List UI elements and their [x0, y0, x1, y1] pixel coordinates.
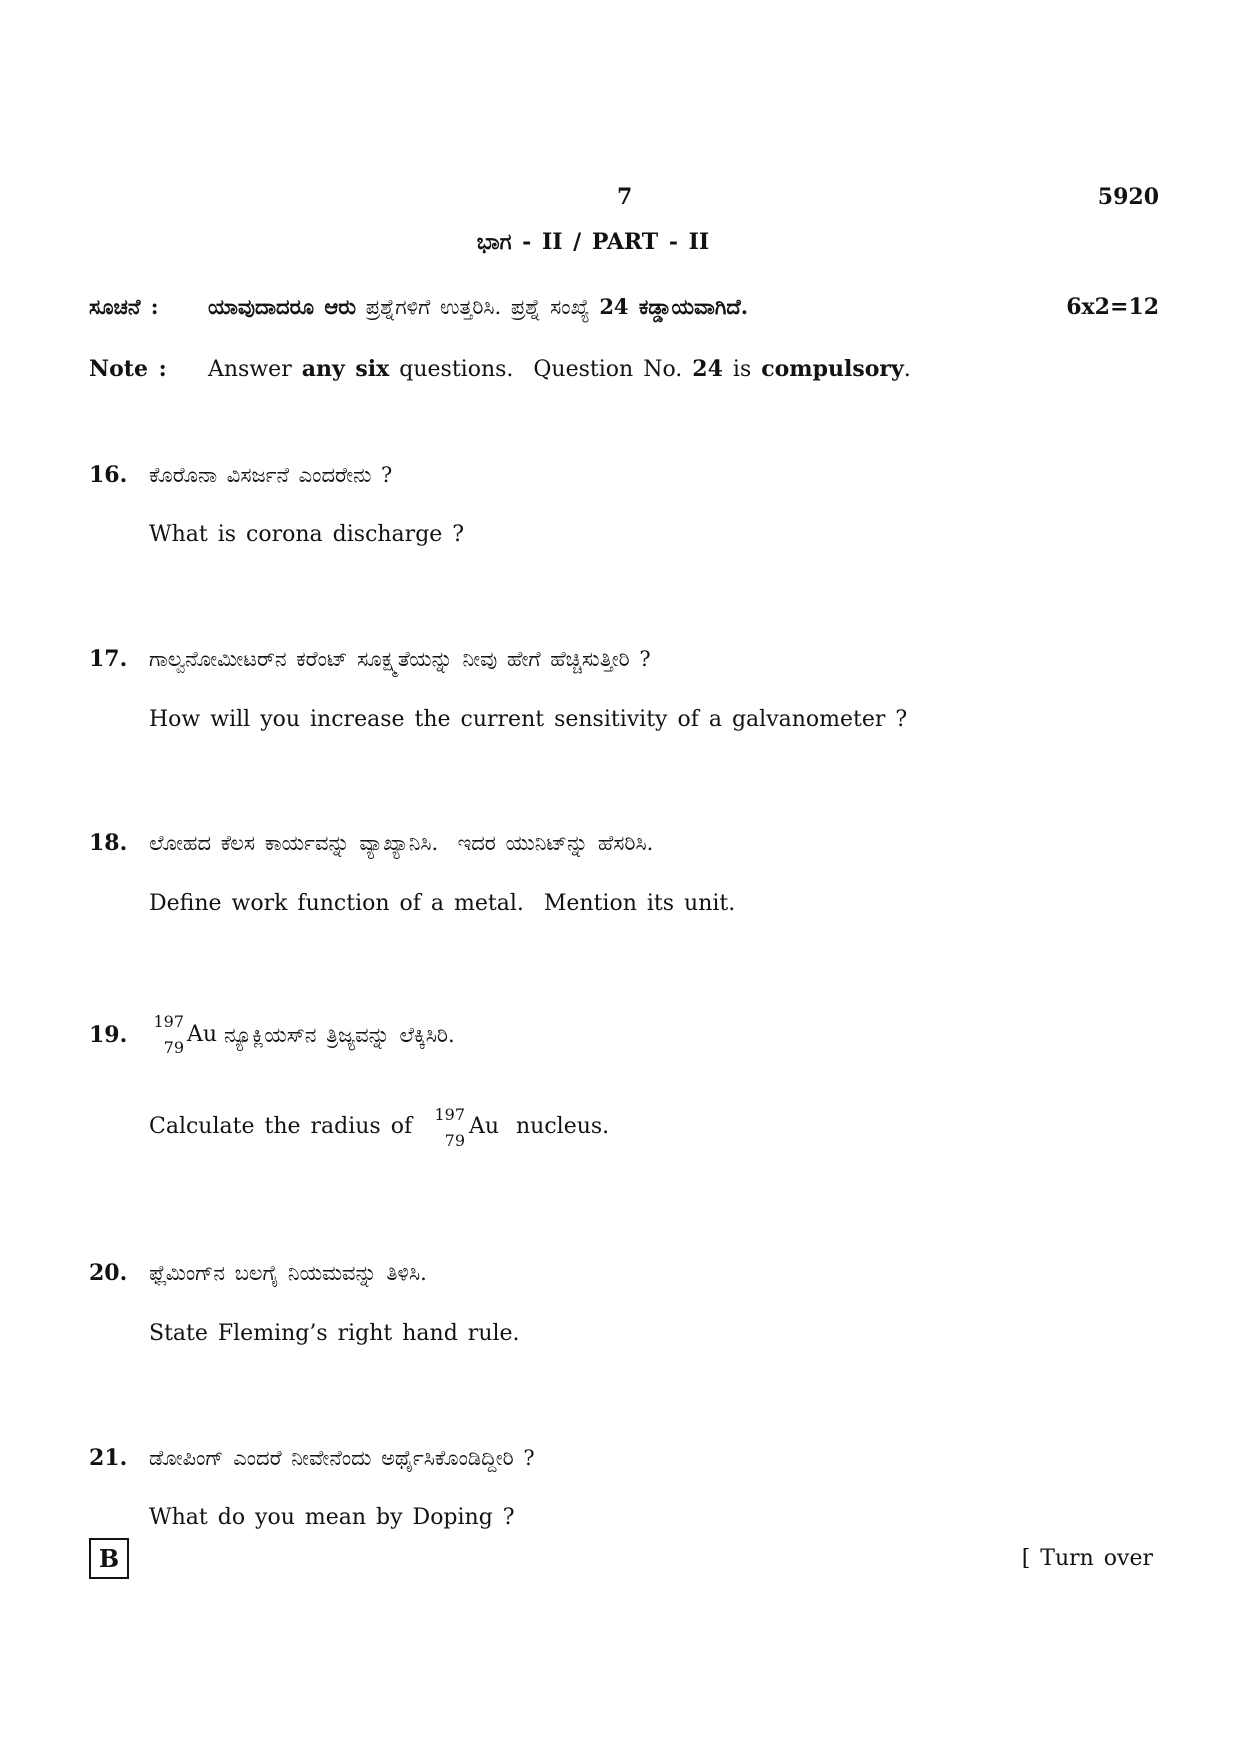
question-20-english: State Fleming’s right hand rule.	[149, 1321, 520, 1346]
question-16-number: 16.	[89, 462, 128, 488]
note-segment: .	[903, 357, 911, 382]
page-number: 7	[617, 184, 633, 210]
instruction-text-kannada	[208, 294, 748, 320]
question-20-kannada: ಫ್ಲೆಮಿಂಗ್‌ನ ಬಲಗೈ ನಿಯಮವನ್ನು ತಿಳಿಸಿ.	[149, 1261, 427, 1285]
instruction-label-kannada: ಸೂಚನೆ :	[89, 294, 159, 319]
note-segment: compulsory	[761, 356, 904, 382]
nuclide-mass-number: 197	[434, 1105, 465, 1124]
question-18-english: Define work function of a metal. Mention its unit.	[149, 891, 736, 916]
turn-over-note: [ Turn over	[1021, 1546, 1153, 1571]
question-21-english: What do you mean by Doping ?	[149, 1505, 515, 1530]
instruction-segment: 24 ಕಡ್ಡಾಯವಾಗಿದೆ.	[599, 294, 749, 319]
instruction-segment: ಪ್ರಶ್ನೆಗಳಿಗೆ ಉತ್ತರಿಸಿ. ಪ್ರಶ್ನೆ ಸಂಖ್ಯೆ	[356, 295, 600, 319]
note-segment: questions. Question No.	[389, 357, 693, 382]
question-18-number: 18.	[89, 830, 128, 856]
note-segment: is	[722, 357, 762, 382]
question-19-number: 19.	[89, 1022, 128, 1048]
nuclide-mass-number: 197	[153, 1012, 184, 1031]
question-19-english-lead: Calculate the radius of	[149, 1114, 413, 1139]
marks-allocation: 6x2=12	[1066, 294, 1159, 320]
question-19-english-tail: nucleus.	[516, 1114, 610, 1139]
instruction-segment: ಯಾವುದಾದರೂ ಆರು	[208, 294, 357, 319]
nuclide-atomic-number: 79	[444, 1131, 465, 1150]
nuclide-atomic-number: 79	[163, 1038, 184, 1057]
booklet-code: B	[98, 1543, 120, 1573]
question-17-number: 17.	[89, 646, 128, 672]
nuclide-element-symbol: Au	[469, 1114, 500, 1139]
question-20-number: 20.	[89, 1260, 128, 1286]
question-19-kannada: ನ್ಯೂಕ್ಲಿಯಸ್‌ನ ತ್ರಿಜ್ಯವನ್ನು ಲೆಕ್ಕಿಸಿರಿ.	[224, 1023, 455, 1047]
question-18-kannada: ಲೋಹದ ಕೆಲಸ ಕಾರ್ಯವನ್ನು ವ್ಯಾಖ್ಯಾನಿಸಿ. ಇದರ ಯುನಿಟ್‌ನ್ನು ಹೆಸರಿಸಿ.	[149, 831, 654, 855]
paper-code: 5920	[1097, 184, 1159, 210]
nuclide-element-symbol: Au	[187, 1022, 218, 1047]
booklet-code-box	[89, 1538, 129, 1579]
note-segment: any six	[301, 356, 390, 382]
note-segment: Answer	[208, 357, 302, 382]
question-16-english: What is corona discharge ?	[149, 522, 465, 547]
question-16-kannada: ಕೊರೊನಾ ವಿಸರ್ಜನೆ ಎಂದರೇನು ?	[149, 463, 393, 487]
question-17-kannada: ಗಾಲ್ವನೋಮೀಟರ್‌ನ ಕರೆಂಟ್ ಸೂಕ್ಷ್ಮತೆಯನ್ನು ನೀವು ಹೇಗೆ ಹೆಚ್ಚಿಸುತ್ತೀರಿ ?	[149, 647, 651, 671]
question-21-number: 21.	[89, 1445, 128, 1471]
part-heading: ಭಾಗ - II / PART - II	[476, 229, 710, 255]
note-label: Note :	[89, 356, 167, 382]
question-17-english: How will you increase the current sensitivity of a galvanometer ?	[149, 707, 908, 732]
note-segment: 24	[692, 356, 723, 382]
note-text	[208, 356, 911, 383]
question-21-kannada: ಡೋಪಿಂಗ್ ಎಂದರೆ ನೀವೇನೆಂದು ಅರ್ಥೈಸಿಕೊಂಡಿದ್ದೀರಿ ?	[149, 1446, 535, 1470]
